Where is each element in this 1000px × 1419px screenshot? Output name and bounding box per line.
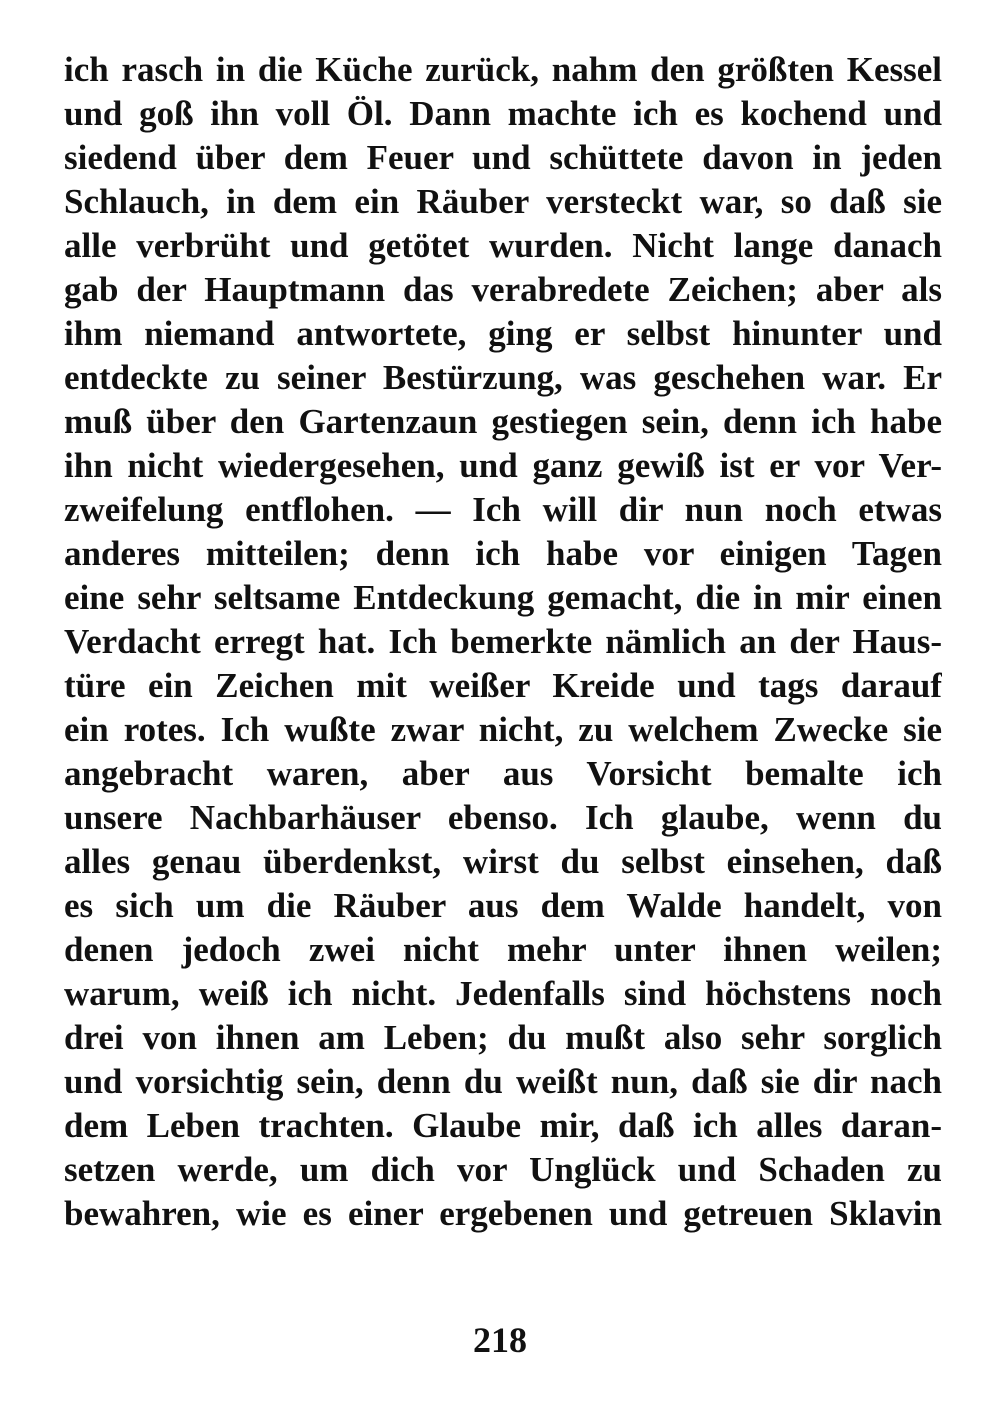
text-line: ich rasch in die Küche zurück, nahm den größten Kessel — [64, 50, 942, 89]
text-line: setzen werde, um dich vor Unglück und Schaden zu — [64, 1150, 942, 1189]
text-line: drei von ihnen am Leben; du mußt also sehr sorglich — [64, 1018, 942, 1057]
text-line: anderes mitteilen; denn ich habe vor einigen Tagen — [64, 534, 942, 573]
text-line: Schlauch, in dem ein Räuber versteckt war, so daß sie — [64, 182, 942, 221]
text-line: türe ein Zeichen mit weißer Kreide und tags darauf — [64, 666, 942, 705]
text-line: unsere Nachbarhäuser ebenso. Ich glaube, wenn du — [64, 798, 942, 837]
text-line: alles genau überdenkst, wirst du selbst einsehen, daß — [64, 842, 942, 881]
text-line: denen jedoch zwei nicht mehr unter ihnen weilen; — [64, 930, 942, 969]
text-line: gab der Hauptmann das verabredete Zeichen; aber als — [64, 270, 942, 309]
text-line: und vorsichtig sein, denn du weißt nun, daß sie dir nach — [64, 1062, 942, 1101]
text-line: ihm niemand antwortete, ging er selbst hinunter und — [64, 314, 942, 353]
text-line: muß über den Gartenzaun gestiegen sein, denn ich habe — [64, 402, 942, 441]
text-line: entdeckte zu seiner Bestürzung, was geschehen war. Er — [64, 358, 942, 397]
text-line: ihn nicht wiedergesehen, und ganz gewiß ist er vor Ver- — [64, 446, 942, 485]
text-line: Verdacht erregt hat. Ich bemerkte nämlich an der Haus- — [64, 622, 942, 661]
text-line: bewahren, wie es einer ergebenen und getreuen Sklavin — [64, 1194, 942, 1233]
text-line: es sich um die Räuber aus dem Walde handelt, von — [64, 886, 942, 925]
text-line: siedend über dem Feuer und schüttete davon in jeden — [64, 138, 942, 177]
page-number: 218 — [473, 1320, 527, 1360]
text-line: angebracht waren, aber aus Vorsicht bemalte ich — [64, 754, 942, 793]
text-line: zweifelung entflohen. — Ich will dir nun noch etwas — [64, 490, 942, 529]
text-line: dem Leben trachten. Glaube mir, daß ich alles daran- — [64, 1106, 942, 1145]
body-text — [64, 48, 942, 1236]
text-line: alle verbrüht und getötet wurden. Nicht lange danach — [64, 226, 942, 265]
text-line: warum, weiß ich nicht. Jedenfalls sind höchstens noch — [64, 974, 942, 1013]
text-line: eine sehr seltsame Entdeckung gemacht, die in mir einen — [64, 578, 942, 617]
text-line: und goß ihn voll Öl. Dann machte ich es kochend und — [64, 94, 942, 133]
text-line: ein rotes. Ich wußte zwar nicht, zu welchem Zwecke sie — [64, 710, 942, 749]
